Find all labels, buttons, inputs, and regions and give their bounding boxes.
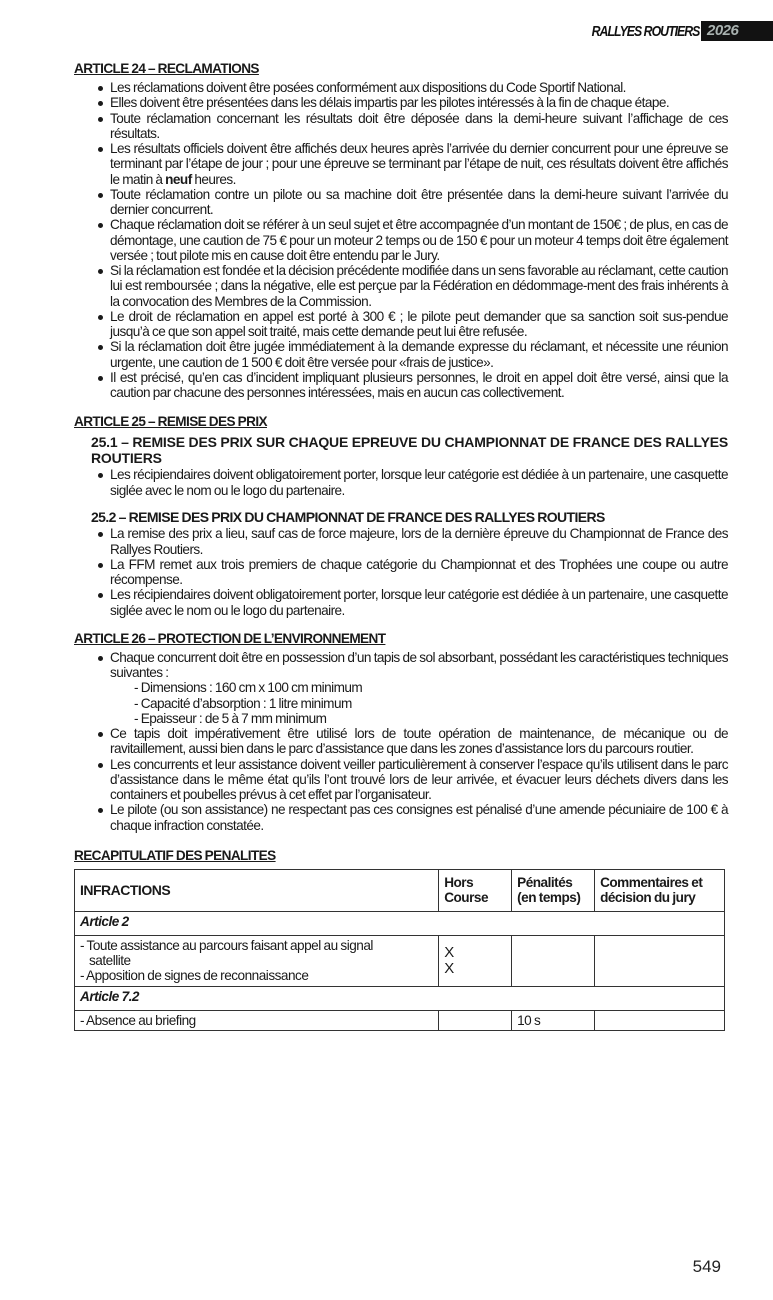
header-line: Course xyxy=(444,890,489,906)
bullet-icon xyxy=(98,117,103,122)
list-item-text: La remise des prix a lieu, sauf cas de force majeure, lors de la dernière épreuve du Championnat de France des Rallyes Routiers. xyxy=(110,526,728,557)
list-item xyxy=(110,726,728,757)
article-25 xyxy=(74,413,728,618)
list-item-text: Ce tapis doit impérativement être utilisé lors de toute opération de maintenance, de mécanique ou de ravitaillement, aussi bien dans le parc d’assistance que dans les zones d’assistance lors du parcours routier. xyxy=(110,726,728,757)
penalty-cell xyxy=(512,935,595,986)
header-hors-course xyxy=(439,869,512,911)
list-item xyxy=(110,757,728,803)
list-item xyxy=(110,339,728,370)
list-item-text: Toute réclamation concernant les résultats doit être déposée dans la demi-heure suivant l’affichage de ces résultats. xyxy=(110,110,728,141)
list-item xyxy=(110,650,728,726)
header-title: RALLYES ROUTIERS xyxy=(591,22,699,40)
spec-line: - Epaisseur : de 5 à 7 mm minimum xyxy=(134,710,327,726)
bullet-icon xyxy=(98,223,103,228)
header-penalites xyxy=(512,869,595,911)
bullet-icon xyxy=(98,376,103,381)
list-item xyxy=(110,141,728,187)
emphasis-text: neuf xyxy=(165,171,192,187)
list-item xyxy=(110,95,728,110)
list-item-text: Chaque concurrent doit être en possession d’un tapis de sol absorbant, possédant les caractéristiques techniques suivantes : xyxy=(110,649,728,680)
bullet-icon xyxy=(98,732,103,737)
section-25-2-list xyxy=(74,526,728,618)
list-item xyxy=(110,467,728,498)
group-label: Article 7.2 xyxy=(75,986,725,1010)
list-item xyxy=(110,587,728,618)
comment-cell xyxy=(595,1010,725,1030)
page-number: 549 xyxy=(692,1257,721,1276)
article-25-title: ARTICLE 25 – REMISE DES PRIX xyxy=(74,414,267,430)
mark-x: X xyxy=(444,959,454,977)
list-item-text: Les récipiendaires doivent obligatoirement porter, lorsque leur catégorie est dédiée à un partenaire, une casquette siglée avec le nom ou le logo du partenaire. xyxy=(110,467,728,498)
list-item-text: Si la réclamation doit être jugée immédiatement à la demande expresse du réclamant, et nécessite une réunion urgente, une caution de 1 500 € doit être versée pour «frais de justice». xyxy=(110,339,728,370)
spec-line: - Capacité d’absorption : 1 litre minimum xyxy=(134,695,352,711)
spec-line: - Dimensions : 160 cm x 100 cm minimum xyxy=(134,680,363,696)
bullet-icon xyxy=(98,593,103,598)
running-header xyxy=(568,20,739,42)
section-25-1-title: 25.1 – REMISE DES PRIX SUR CHAQUE EPREUVE DU CHAMPIONNAT DE FRANCE DES RALLYES ROUTIERS xyxy=(91,434,728,466)
infraction-line: - Apposition de signes de reconnaissance xyxy=(80,968,309,984)
infraction-cell xyxy=(75,935,439,986)
bullet-icon xyxy=(98,532,103,537)
group-label: Article 2 xyxy=(75,911,725,935)
table-header-row xyxy=(75,869,725,911)
hors-course-cell xyxy=(439,935,512,986)
header-year-badge: 2026 xyxy=(701,21,773,41)
list-item xyxy=(110,309,728,340)
article-26-list xyxy=(74,650,728,833)
list-item-text: Les concurrents et leur assistance doivent veiller particulièrement à conserver l’espace qu’ils utilisent dans le parc d’assistance dans le même état qu’ils l’ont trouvé lors de leur arrivée, et évacuer leurs déchets divers dans les containers et poubelles prévus à cet effet par l’organisateur. xyxy=(110,756,728,802)
list-item-text: Si la réclamation est fondée et la décision précédente modifiée dans un sens favorable au réclamant, cette caution lui est remboursée ; dans la négative, elle est perçue par la Fédération en dédommage-ment des frais inhérents à la convocation des Membres de la Commission. xyxy=(110,263,728,309)
list-item-text: Les réclamations doivent être posées conformément aux dispositions du Code Sportif National. xyxy=(110,80,626,95)
header-line: Pénalités xyxy=(517,875,573,890)
bullet-icon xyxy=(98,808,103,813)
table-group-row xyxy=(75,986,725,1010)
infraction-cell: - Absence au briefing xyxy=(75,1010,439,1030)
bullet-icon xyxy=(98,147,103,152)
bullet-icon xyxy=(98,193,103,198)
list-item-text: Les récipiendaires doivent obligatoirement porter, lorsque leur catégorie est dédiée à un partenaire, une casquette siglée avec le nom ou le logo du partenaire. xyxy=(110,587,728,618)
list-item xyxy=(110,557,728,588)
article-24 xyxy=(74,60,728,400)
list-item-text: Le droit de réclamation en appel est porté à 300 € ; le pilote peut demander que sa sanction soit sus-pendue jusqu’à ce que son appel soit traité, mais cette demande peut lui être refusée. xyxy=(110,308,728,339)
comment-cell xyxy=(595,935,725,986)
header-line: Hors xyxy=(444,875,474,890)
hors-course-cell xyxy=(439,1010,512,1030)
article-24-title: ARTICLE 24 – RECLAMATIONS xyxy=(74,61,259,76)
bullet-icon xyxy=(98,86,103,91)
header-line: (en temps) xyxy=(517,890,581,906)
list-item-text: Chaque réclamation doit se référer à un seul sujet et être accompagnée d’un montant de 150€ ; de plus, en cas de démontage, une caution de 75 € pour un moteur 2 temps ou de 150 € pour un moteur 4 temps doit être également versée ; tout pilote mis en cause doit être entendu par le Jury. xyxy=(110,217,728,263)
list-item xyxy=(110,217,728,263)
penalty-cell: 10 s xyxy=(512,1010,595,1030)
section-25-1-list xyxy=(74,467,728,498)
penalties-summary xyxy=(74,847,728,1031)
list-item xyxy=(110,187,728,218)
list-item xyxy=(110,370,728,401)
list-item xyxy=(110,802,728,833)
bullet-icon xyxy=(98,473,103,478)
table-row xyxy=(75,935,725,986)
list-item xyxy=(110,526,728,557)
article-24-list xyxy=(74,80,728,400)
list-item-text: La FFM remet aux trois premiers de chaque catégorie du Championnat et des Trophées une coupe ou autre récompense. xyxy=(110,556,728,587)
article-26 xyxy=(74,630,728,833)
article-26-title: ARTICLE 26 – PROTECTION DE L’ENVIRONNEMENT xyxy=(74,630,386,646)
list-item xyxy=(110,263,728,309)
bullet-icon xyxy=(98,315,103,320)
list-item xyxy=(110,80,728,95)
bullet-icon xyxy=(98,563,103,568)
bullet-icon xyxy=(98,345,103,350)
bullet-icon xyxy=(98,269,103,274)
header-commentaires xyxy=(595,869,725,911)
header-line: Commentaires et xyxy=(600,875,703,890)
list-item-text: Elles doivent être présentées dans les délais impartis par les pilotes intéressés à la fin de chaque étape. xyxy=(110,95,670,111)
header-line: décision du jury xyxy=(600,890,696,906)
infraction-line: satellite xyxy=(89,953,131,968)
list-item-text: heures. xyxy=(191,171,236,187)
table-row xyxy=(75,1010,725,1030)
page-body xyxy=(74,60,728,1031)
list-item-text: Il est précisé, qu’en cas d’incident impliquant plusieurs personnes, le droit en appel doit être versé, ainsi que la caution par chacune des personnes intéressées, mais en aucun cas collectivement. xyxy=(110,369,728,400)
list-item-text: Toute réclamation contre un pilote ou sa machine doit être présentée dans la demi-heure suivant l’arrivée du dernier concurrent. xyxy=(110,186,728,217)
list-item-text: Les résultats officiels doivent être affichés deux heures après l’arrivée du dernier concurrent pour une épreuve se terminant par l’étape de jour ; pour une épreuve se terminant par l’étape de nuit, ces résultats doivent être affichés le matin à xyxy=(110,141,728,187)
table-group-row xyxy=(75,911,725,935)
penalties-title: RECAPITULATIF DES PENALITES xyxy=(74,847,276,863)
section-25-2-title: 25.2 – REMISE DES PRIX DU CHAMPIONNAT DE FRANCE DES RALLYES ROUTIERS xyxy=(91,508,605,525)
infraction-line: - Toute assistance au parcours faisant appel au signal xyxy=(80,937,373,953)
list-item-text: Le pilote (ou son assistance) ne respectant pas ces consignes est pénalisé d’une amende pécuniaire de 100 € à chaque infraction constatée. xyxy=(110,802,728,833)
penalties-table xyxy=(74,869,725,1031)
header-infractions: INFRACTIONS xyxy=(75,869,439,911)
bullet-icon xyxy=(98,656,103,661)
list-item xyxy=(110,111,728,142)
mark-x: X xyxy=(444,944,454,962)
bullet-icon xyxy=(98,101,103,106)
bullet-icon xyxy=(98,763,103,768)
